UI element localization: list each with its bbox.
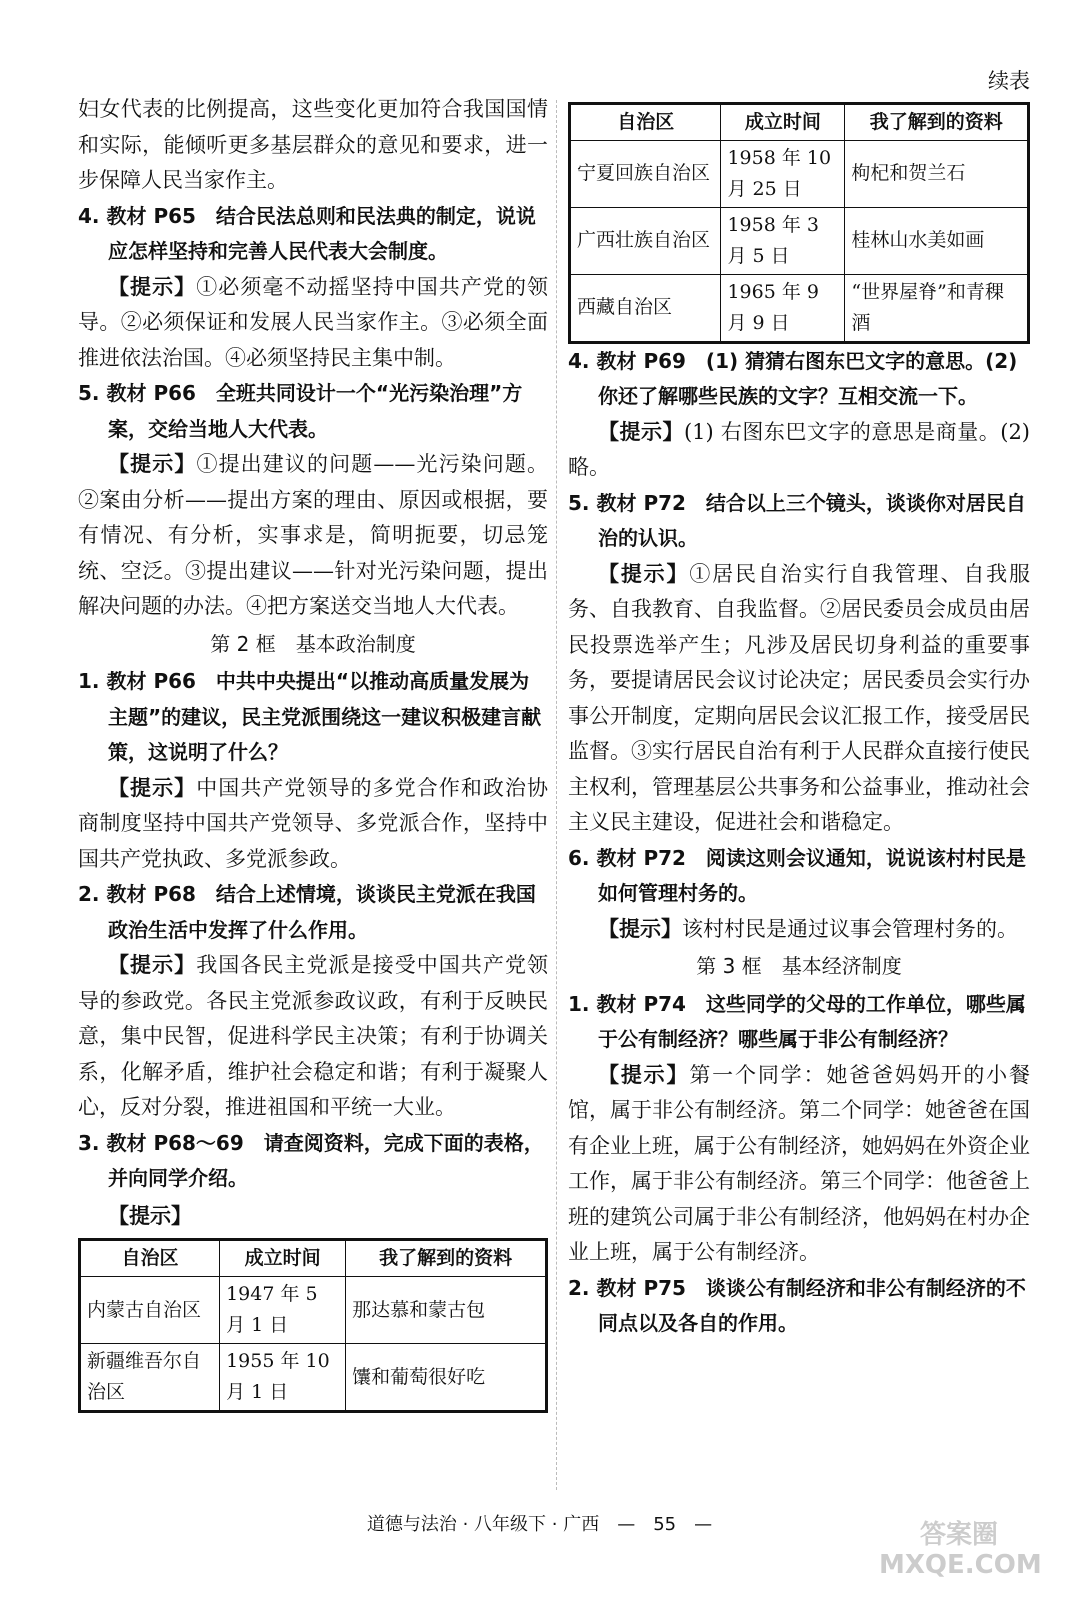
answer-5 <box>78 447 548 625</box>
table-header-cell: 成立时间 <box>220 1240 346 1277</box>
table-row <box>570 274 1029 342</box>
table-cell: 西藏自治区 <box>570 274 721 342</box>
answer-text: ①必须毫不动摇坚持中国共产党的领导。②必须保证和发展人民当家作主。③必须全面推进依法治国。④必须坚持民主集中制。 <box>78 274 549 370</box>
watermark-logo: 答案圈 MXQE.COM <box>879 1520 1042 1580</box>
table-header-cell: 自治区 <box>80 1240 220 1277</box>
table-cell: 桂林山水美如画 <box>845 207 1029 274</box>
continued-label: 续表 <box>988 69 1030 93</box>
hint-tag: 【提示】 <box>108 452 197 476</box>
table-header-row <box>570 103 1029 140</box>
table-cell: 1955 年 10 月 1 日 <box>220 1344 346 1412</box>
hint-tag: 【提示】 <box>598 1062 690 1087</box>
section-title-3: 第 3 框 基本经济制度 <box>696 954 902 978</box>
table-row <box>80 1277 547 1344</box>
hint-tag: 【提示】 <box>108 775 197 800</box>
question-2-6: 6. 教材 P72 阅读这则会议通知，说说该村村民是如何管理村务的。 <box>568 845 1026 905</box>
question-2-4: 4. 教材 P69 (1) 猜猜右图东巴文字的意思。(2) 你还了解哪些民族的文字？互相交流一下。 <box>568 348 1018 408</box>
table-row <box>570 140 1029 207</box>
question-3-2: 2. 教材 P75 谈谈公有制经济和非公有制经济的不同点以及各自的作用。 <box>568 1275 1026 1335</box>
table-cell: 内蒙古自治区 <box>80 1277 220 1344</box>
answer-text: 中国共产党领导的多党合作和政治协商制度坚持中国共产党领导、多党派合作，坚持中国共产党执政、多党派参政。 <box>78 775 549 871</box>
table-header-cell: 成立时间 <box>721 103 845 140</box>
table-cell: 1947 年 5 月 1 日 <box>220 1277 346 1344</box>
page-footer: 道德与法治 · 八年级下 · 广西 — 55 — <box>366 1514 713 1535</box>
column-divider <box>556 100 557 1490</box>
hint-label: 【提示】 <box>108 1203 192 1228</box>
question-2-5: 5. 教材 P72 结合以上三个镜头，谈谈你对居民自治的认识。 <box>568 490 1026 550</box>
answer-2-1 <box>78 771 548 878</box>
answer-2-6 <box>568 912 1030 948</box>
table-header-cell: 自治区 <box>570 103 721 140</box>
hint-tag: 【提示】 <box>108 953 197 977</box>
answer-2-2 <box>78 948 548 1126</box>
answer-text: ①提出建议的问题——光污染问题。②案由分析——提出方案的理由、原因或根据，要有情况、有分析，实事求是，简明扼要，切忌笼统、空泛。③提出建议——针对光污染问题，提出解决问题的办法。④把方案送交当地人大代表。 <box>78 452 549 618</box>
answer-text: 我国各民主党派是接受中国共产党领导的参政党。各民主党派参政议政，有利于反映民意，集中民智，促进科学民主决策；有利于协调关系，化解矛盾，维护社会稳定和谐；有利于凝聚人心，反对分裂，推进祖国和平统一大业。 <box>78 953 549 1119</box>
table-header-cell: 我了解到的资料 <box>346 1240 547 1277</box>
hint-tag: 【提示】 <box>108 274 197 299</box>
table-cell: 新疆维吾尔自治区 <box>80 1344 220 1412</box>
hint-tag: 【提示】 <box>598 561 690 586</box>
table-cell: 宁夏回族自治区 <box>570 140 721 207</box>
table-cell: 1958 年 10 月 25 日 <box>721 140 845 207</box>
answer-3-1 <box>568 1058 1030 1271</box>
table-cell: 那达慕和蒙古包 <box>346 1277 547 1344</box>
table-cell: 1965 年 9 月 9 日 <box>721 274 845 342</box>
hint-tag: 【提示】 <box>598 419 684 444</box>
table-header-row <box>80 1240 547 1277</box>
table-cell: 1958 年 3 月 5 日 <box>721 207 845 274</box>
intro-paragraph: 妇女代表的比例提高，这些变化更加符合我国国情和实际，能倾听更多基层群众的意见和要求，进一步保障人民当家作主。 <box>78 97 548 192</box>
autonomous-region-table-continued <box>568 102 1030 344</box>
question-3-1: 1. 教材 P74 这些同学的父母的工作单位，哪些属于公有制经济？哪些属于非公有制经济？ <box>568 991 1026 1051</box>
table-row <box>570 207 1029 274</box>
question-4: 4. 教材 P65 结合民法总则和民法典的制定，说说应怎样坚持和完善人民代表大会制度。 <box>78 203 536 263</box>
answer-text: (1) 右图东巴文字的意思是商量。(2) 略。 <box>568 419 1031 479</box>
right-column <box>568 69 1031 1342</box>
autonomous-region-table <box>78 1238 548 1413</box>
table-cell: 广西壮族自治区 <box>570 207 721 274</box>
section-title-2: 第 2 框 基本政治制度 <box>210 631 416 656</box>
answer-text: ①居民自治实行自我管理、自我服务、自我教育、自我监督。②居民委员会成员由居民投票选举产生；凡涉及居民切身利益的重要事务，要提请居民会议讨论决定；居民委员会实行办事公开制度，定期向居民会议汇报工作，接受居民监督。③实行居民自治有利于人民群众直接行使民主权利，管理基层公共事务和公益事业，推动社会主义民主建设，促进社会和谐稳定。 <box>568 561 1031 834</box>
hint-tag: 【提示】 <box>598 916 682 941</box>
table-row <box>80 1344 547 1412</box>
answer-text: 第一个同学：她爸爸妈妈开的小餐馆，属于非公有制经济。第二个同学：她爸爸在国有企业上班，属于公有制经济，她妈妈在外资企业工作，属于非公有制经济。第三个同学：他爸爸上班的建筑公司属于非公有制经济，他妈妈在村办企业上班，属于公有制经济。 <box>568 1062 1031 1264</box>
table-cell: 馕和葡萄很好吃 <box>346 1344 547 1412</box>
answer-2-5 <box>568 557 1030 841</box>
table-header-cell: 我了解到的资料 <box>845 103 1029 140</box>
question-2-2: 2. 教材 P68 结合上述情境，谈谈民主党派在我国政治生活中发挥了什么作用。 <box>78 882 536 942</box>
answer-2-4 <box>568 415 1030 486</box>
question-2-3: 3. 教材 P68～69 请查阅资料，完成下面的表格，并向同学介绍。 <box>78 1130 544 1190</box>
table-cell: “世界屋脊”和青稞酒 <box>845 274 1029 342</box>
answer-4 <box>78 270 548 377</box>
table-cell: 枸杞和贺兰石 <box>845 140 1029 207</box>
answer-text: 该村村民是通过议事会管理村务的。 <box>682 916 1018 941</box>
question-2-1: 1. 教材 P66 中共中央提出“以推动高质量发展为主题”的建议，民主党派围绕这一建议积极建言献策，这说明了什么？ <box>78 669 542 764</box>
question-5: 5. 教材 P66 全班共同设计一个“光污染治理”方案，交给当地人大代表。 <box>78 381 523 441</box>
left-column <box>78 92 548 1413</box>
